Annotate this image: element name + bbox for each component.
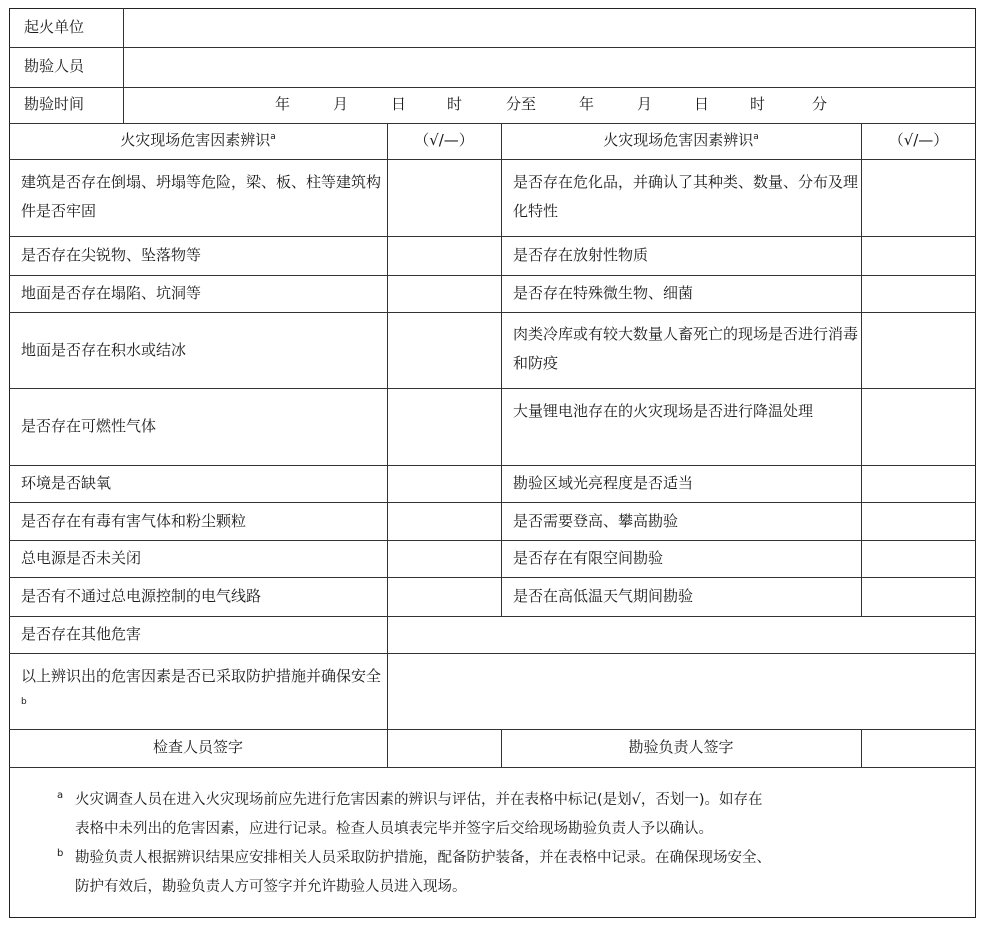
time-hour-end: 时 [750, 95, 766, 113]
left-item-5: 是否存在可燃性气体 [21, 417, 157, 435]
left-item-8: 总电源是否未关闭 [21, 549, 142, 567]
inspector-signature-label: 检查人员签字 [152, 738, 243, 756]
left-item-1: 建筑是否存在倒塌、坍塌等危险，梁、板、柱等建筑构件是否牢固 [21, 173, 382, 220]
left-item-7: 是否存在有毒有害气体和粉尘颗粒 [21, 512, 247, 530]
left-item-4: 地面是否存在积水或结冰 [21, 341, 187, 359]
footnote-b-line1: 勘验负责人根据辨识结果应安排相关人员采取防护措施，配备防护装备，并在表格中记录。在确保现场安全、 [75, 850, 771, 866]
right-item-9: 是否在高低温天气期间勘验 [513, 587, 694, 605]
left-item-3: 地面是否存在塌陷、坑洞等 [21, 284, 202, 302]
unit-label: 起火单位 [24, 18, 85, 36]
left-item-9: 是否有不通过总电源控制的电气线路 [21, 587, 262, 605]
footnote-b-line2: 防护有效后，勘验负责人方可签字并允许勘验人员进入现场。 [75, 879, 467, 895]
personnel-label: 勘验人员 [24, 57, 85, 75]
time-hour-start: 时 [447, 95, 463, 113]
time-minute-end: 分 [812, 95, 828, 113]
right-item-8: 是否存在有限空间勘验 [513, 549, 664, 567]
check-header-right: （√/—） [888, 131, 949, 149]
left-item-6: 环境是否缺氧 [21, 474, 112, 492]
right-item-4: 肉类冷库或有较大数量人畜死亡的现场是否进行消毒和防疫 [513, 325, 859, 372]
right-item-1: 是否存在危化品，并确认了其种类、数量、分布及理化特性 [513, 173, 859, 220]
time-minute-to: 分至 [506, 95, 537, 113]
time-label: 勘验时间 [24, 95, 85, 113]
right-item-3: 是否存在特殊微生物、细菌 [513, 284, 694, 302]
time-month-end: 月 [637, 95, 653, 113]
protection-label: 以上辨识出的危害因素是否已采取防护措施并确保安全$^b$ [21, 667, 382, 707]
check-header-left: （√/—） [414, 131, 474, 149]
factor-header-left: 火灾现场危害因素辨识$^a$ [120, 131, 276, 149]
time-month-start: 月 [333, 95, 349, 113]
time-day-end: 日 [694, 95, 710, 113]
factor-header-right: 火灾现场危害因素辨识$^a$ [603, 131, 759, 149]
leader-signature-label: 勘验负责人签字 [628, 738, 734, 756]
right-item-5: 大量锂电池存在的火灾现场是否进行降温处理 [513, 402, 814, 420]
footnote-b-mark: b [57, 848, 64, 859]
right-item-2: 是否存在放射性物质 [513, 246, 649, 264]
footnote-a-mark: a [57, 790, 64, 801]
time-year-end: 年 [579, 95, 595, 113]
right-item-6: 勘验区域光亮程度是否适当 [513, 474, 694, 492]
left-item-2: 是否存在尖锐物、坠落物等 [21, 246, 202, 264]
right-item-7: 是否需要登高、攀高勘验 [513, 512, 679, 530]
footnote-a-line2: 表格中未列出的危害因素，应进行记录。检查人员填表完毕并签字后交给现场勘验负责人予以确认。 [75, 821, 713, 837]
footnote-a-line1: 火灾调查人员在进入火灾现场前应先进行危害因素的辨识与评估，并在表格中标记(是划√，否划一)。如存在 [75, 792, 763, 808]
time-year-start: 年 [275, 95, 291, 113]
other-hazard-label: 是否存在其他危害 [21, 625, 142, 643]
time-day-start: 日 [391, 95, 407, 113]
